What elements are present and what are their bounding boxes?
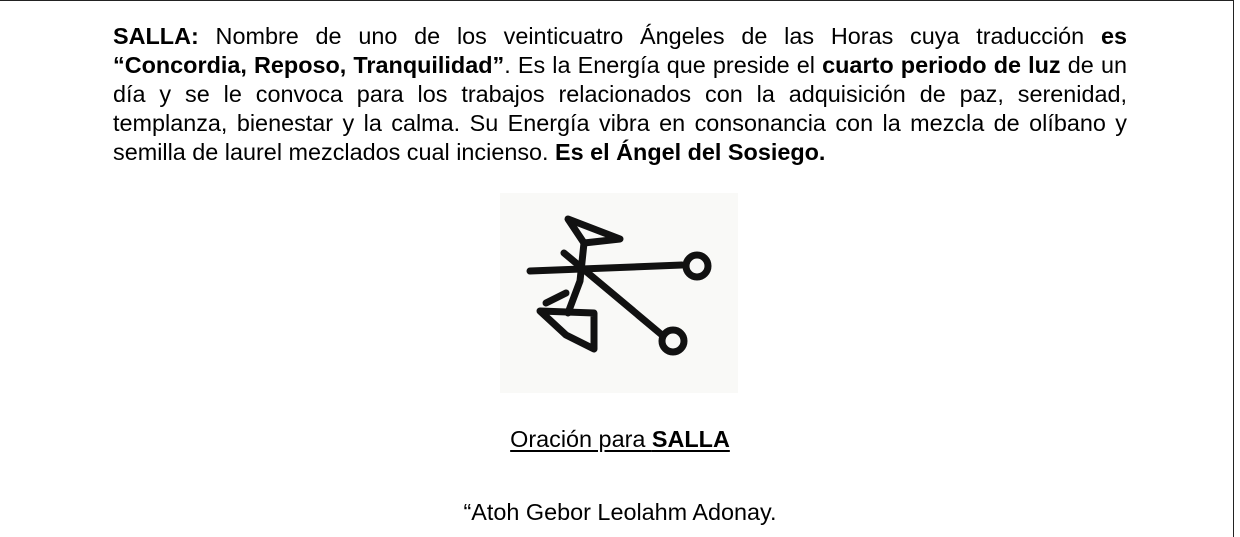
prayer-heading-name: SALLA	[651, 426, 730, 452]
translation-text: es “Concordia, Reposo, Tranquilidad”	[113, 23, 1127, 78]
page-top-border	[0, 0, 1234, 1]
angel-epithet: Es el Ángel del Sosiego.	[555, 139, 826, 165]
prayer-heading-underlined	[510, 426, 730, 452]
angel-sigil-icon	[500, 193, 738, 393]
prayer-first-line: “Atoh Gebor Leolahm Adonay.	[463, 499, 777, 525]
description-text-3: de un día y se le convoca para los trabajos relacionados con la adquisición de paz, serenidad, templanza, bienestar y la calma. Su Energía vibra en consonancia con la mezcla de olíbano y semilla de laurel mezclados cual incienso.	[113, 52, 1127, 165]
page-right-border	[1233, 0, 1234, 537]
sigil-figure	[500, 193, 738, 393]
light-period-text: cuarto periodo de luz	[822, 52, 1061, 78]
angel-name-label: SALLA:	[113, 23, 199, 49]
description-text-2: . Es la Energía que preside el	[504, 52, 823, 78]
prayer-heading-prefix: Oración para	[510, 426, 652, 452]
prayer-heading	[0, 424, 1240, 454]
angel-description-paragraph	[113, 22, 1127, 167]
description-text-1: Nombre de uno de los veinticuatro Ángeles de las Horas cuya traducción	[198, 23, 1101, 49]
